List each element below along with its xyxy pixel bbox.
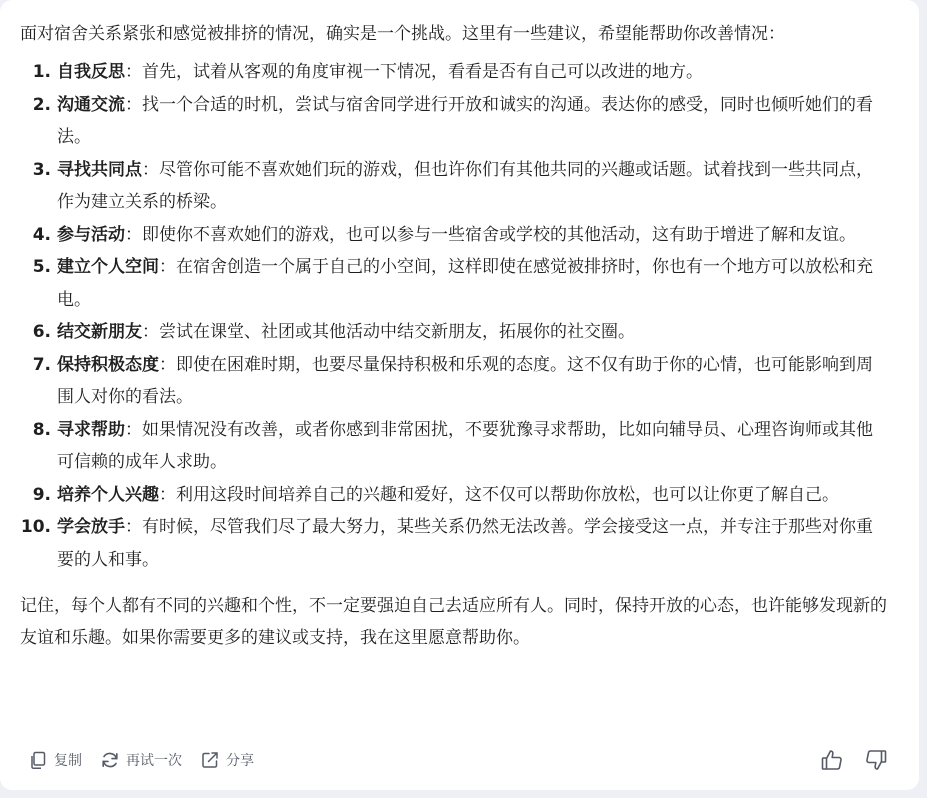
like-button[interactable]	[819, 747, 845, 773]
list-item-title: 自我反思	[57, 62, 125, 82]
list-item-number: 4.	[32, 224, 51, 245]
refresh-icon	[100, 750, 120, 770]
list-item-number: 3.	[32, 159, 51, 180]
list-item-text: ：如果情况没有改善，或者你感到非常困扰，不要犹豫寻求帮助，比如向辅导员、心理咨询师或其他可信赖的成年人求助。	[57, 419, 873, 472]
list-item-title: 参与活动	[57, 224, 125, 245]
list-item-title: 保持积极态度	[57, 354, 159, 375]
share-button[interactable]	[200, 750, 254, 770]
list-item	[20, 251, 885, 316]
thumbs-down-icon	[864, 748, 888, 772]
retry-button-label: 再试一次	[126, 753, 182, 769]
list-item-number: 8.	[32, 419, 51, 440]
list-item	[20, 89, 885, 154]
list-item-text: ：尽管你可能不喜欢她们玩的游戏，但也许你们有其他共同的兴趣或话题。试着找到一些共同点，作为建立关系的桥梁。	[57, 159, 873, 212]
share-button-label: 分享	[226, 753, 254, 769]
list-item-title: 寻找共同点	[57, 159, 142, 180]
copy-button[interactable]	[28, 750, 82, 770]
list-item-text: ：在宿舍创造一个属于自己的小空间，这样即使在感觉被排挤时，你也有一个地方可以放松和充电。	[57, 257, 873, 310]
copy-button-label: 复制	[54, 753, 82, 769]
list-item-title: 寻求帮助	[57, 419, 125, 440]
list-item-number: 1.	[32, 62, 51, 82]
list-item-title: 培养个人兴趣	[57, 484, 159, 505]
list-item	[20, 56, 885, 89]
list-item	[20, 349, 885, 414]
message-action-bar	[28, 746, 272, 774]
list-item	[20, 154, 885, 219]
message-closing: 记住，每个人都有不同的兴趣和个性，不一定要强迫自己去适应所有人。同时，保持开放的心态，也许能够发现新的友谊和乐趣。如果你需要更多的建议或支持，我在这里愿意帮助你。	[20, 596, 887, 648]
message-intro: 面对宿舍关系紧张和感觉被排挤的情况，确实是一个挑战。这里有一些建议，希望能帮助你改善情况：	[20, 24, 785, 44]
list-item-number: 10.	[20, 517, 51, 537]
list-item-title: 结交新朋友	[57, 322, 142, 342]
list-item-number: 5.	[32, 257, 51, 277]
list-item-text: ：即使在困难时期，也要尽量保持积极和乐观的态度。这不仅有助于你的心情，也可能影响到周围人对你的看法。	[57, 354, 873, 407]
list-item-text: ：有时候，尽管我们尽了最大努力，某些关系仍然无法改善。学会接受这一点，并专注于那些对你重要的人和事。	[57, 517, 873, 570]
list-item-text: ：尝试在课堂、社团或其他活动中结交新朋友，拓展你的社交圈。	[142, 322, 635, 342]
copy-icon	[28, 750, 48, 770]
list-item-text: ：找一个合适的时机，尝试与宿舍同学进行开放和诚实的沟通。表达你的感受，同时也倾听她们的看法。	[57, 94, 873, 147]
list-item	[20, 414, 885, 479]
list-item	[20, 479, 885, 512]
list-item-title: 学会放手	[57, 517, 125, 537]
share-icon	[200, 750, 220, 770]
dislike-button[interactable]	[863, 747, 889, 773]
list-item-number: 7.	[32, 354, 51, 375]
list-item-number: 6.	[32, 322, 51, 342]
suggestion-list	[20, 56, 899, 576]
list-item	[20, 511, 885, 576]
list-item	[20, 316, 885, 349]
thumbs-up-icon	[820, 748, 844, 772]
feedback-bar	[801, 746, 889, 774]
list-item-text: ：首先，试着从客观的角度审视一下情况，看看是否有自己可以改进的地方。	[125, 62, 703, 82]
list-item	[20, 219, 885, 252]
list-item-text: ：利用这段时间培养自己的兴趣和爱好，这不仅可以帮助你放松，也可以让你更了解自己。	[159, 484, 839, 505]
list-item-title: 建立个人空间	[57, 257, 159, 277]
list-item-text: ：即使你不喜欢她们的游戏，也可以参与一些宿舍或学校的其他活动，这有助于增进了解和友谊。	[125, 224, 856, 245]
list-item-number: 9.	[32, 484, 51, 505]
retry-button[interactable]	[100, 750, 182, 770]
list-item-title: 沟通交流	[57, 94, 125, 115]
list-item-number: 2.	[32, 94, 51, 115]
